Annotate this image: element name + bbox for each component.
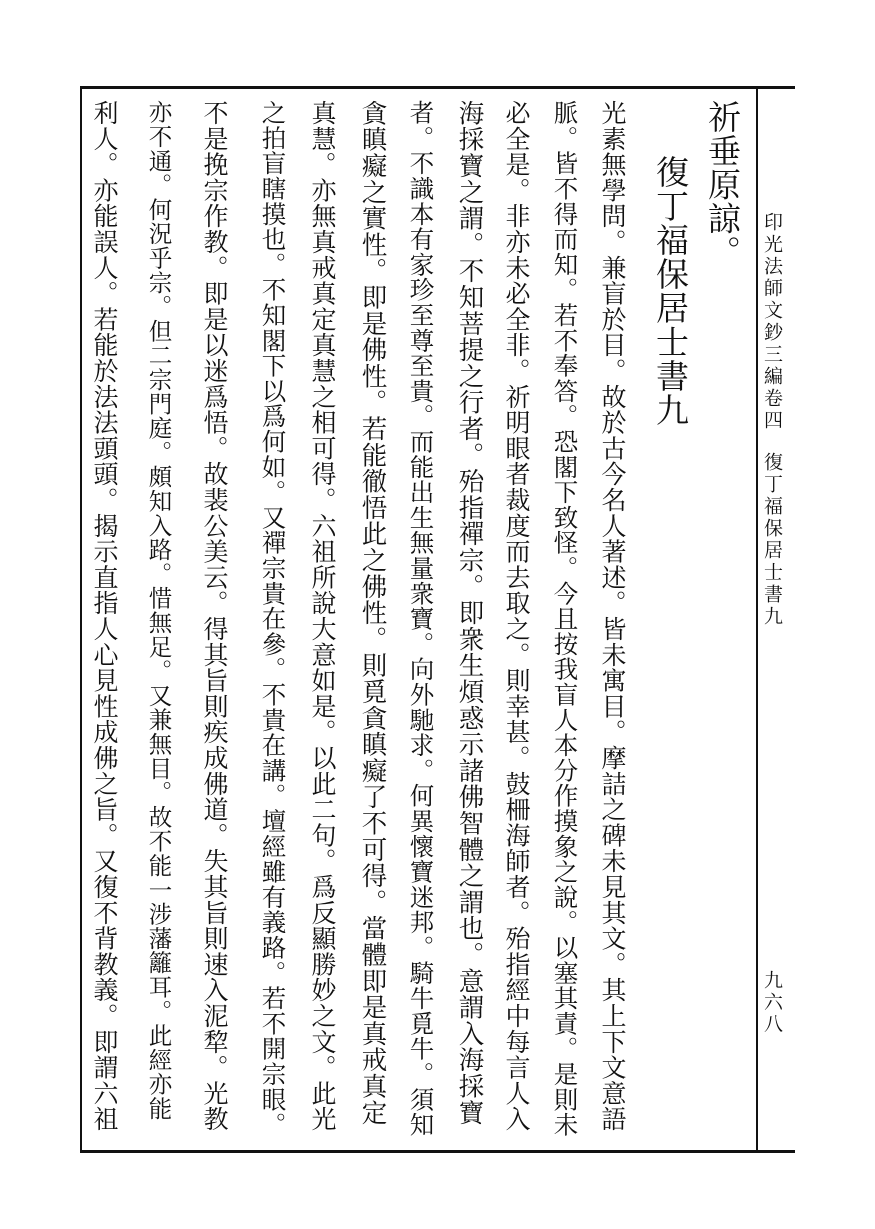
text-column-6: 者。不識本有家珍至尊至貴。而能出生無量衆寶。向外馳求。何異懷寶迷邦。騎牛覓牛。須知 xyxy=(406,100,436,1138)
right-border-rule xyxy=(756,86,758,1153)
text-column-10: 不是挽宗作教。即是以迷爲悟。故裴公美云。得其旨則疾成佛道。失其旨則速入泥犂。光教 xyxy=(200,100,229,1132)
text-column-9: 之拍盲瞎摸也。不知閣下以爲何如。又禪宗貴在參。不貴在講。壇經雖有義路。若不開宗眼。 xyxy=(258,100,288,1138)
left-border-rule xyxy=(80,86,82,1153)
text-column-7: 貪瞋癡之實性。即是佛性。若能徹悟此之佛性。則覓貪瞋癡了不可得。當體即是真戒真定 xyxy=(357,100,388,1126)
text-column-11: 亦不通。何況乎宗。但二宗門庭。頗知入路。惜無足。又兼無目。故不能一涉藩籬耳。此經亦能 xyxy=(144,100,173,1121)
text-column-4: 必全是。非亦未必全非。祈明眼者裁度而去取之。則幸甚。鼓柵海師者。殆指經中每言人入 xyxy=(502,100,531,1132)
text-column-1: 祈垂原諒。 xyxy=(703,100,742,269)
text-column-3: 脈。皆不得而知。若不奉答。恐閣下致怪。今且按我盲人本分作摸象之說。以塞其責。是則未 xyxy=(550,100,580,1138)
running-section-title: 復丁福保居士書九 xyxy=(761,452,783,628)
text-column-8: 真慧。亦無真戒真定真慧之相可得。六祖所說大意如是。以此二句。爲反顯勝妙之文。此光 xyxy=(308,100,337,1132)
text-column-12: 利人。亦能誤人。若能於法法頭頭。揭示直指人心見性成佛之旨。又復不背教義。即謂六祖 xyxy=(90,100,119,1132)
letter-title: 復丁福保居士書九 xyxy=(651,155,690,427)
text-column-2: 光素無學問。兼盲於目。故於古今名人著述。皆未寓目。摩詰之碑未見其文。其上下文意語 xyxy=(598,100,627,1132)
running-book-title: 印光法師文鈔三編卷四 xyxy=(761,212,783,432)
page-number: 九六八 xyxy=(761,970,783,1036)
text-column-5: 海採寶之謂。不知菩提之行者。殆指禪宗。即衆生煩惑示諸佛智體之謂也。意謂入海採寶 xyxy=(454,100,485,1126)
bottom-border-rule xyxy=(80,1150,795,1153)
top-border-rule xyxy=(80,86,795,89)
